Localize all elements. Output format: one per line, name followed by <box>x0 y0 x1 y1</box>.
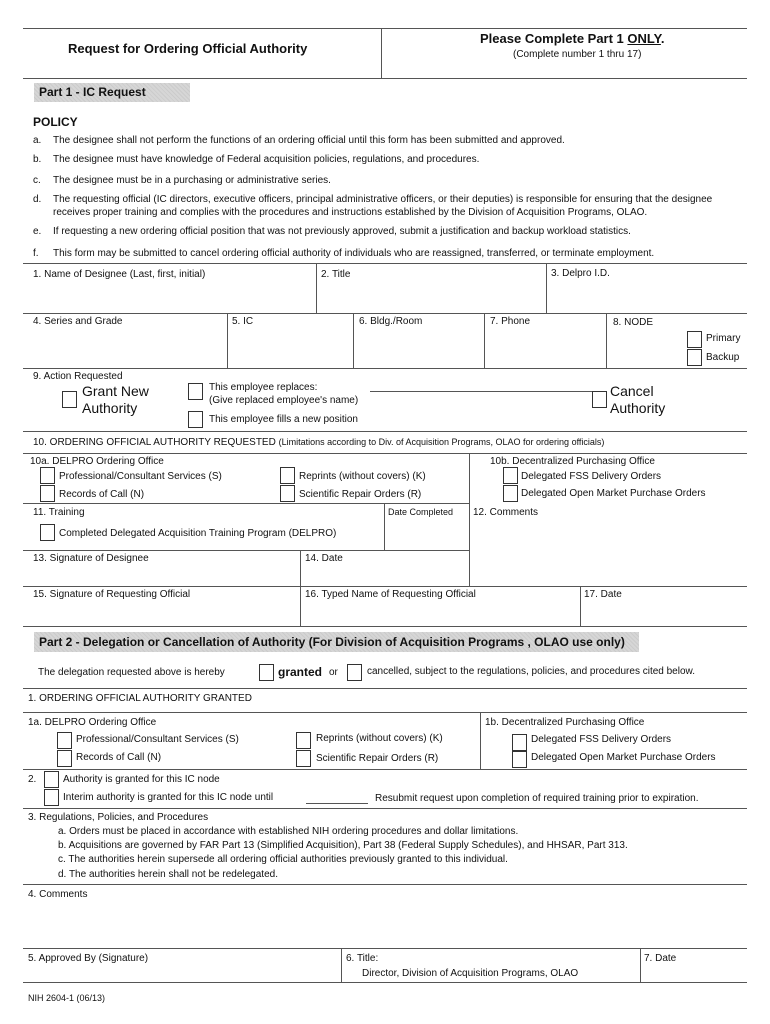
delpro-office-label: 10a. DELPRO Ordering Office <box>30 456 164 467</box>
replaces-sub-label: (Give replaced employee's name) <box>209 395 359 406</box>
complete-subtitle: (Complete number 1 thru 17) <box>513 49 642 60</box>
records-call-checkbox[interactable] <box>40 485 55 502</box>
policy-item-f: This form may be submitted to cancel ordering official authority of individuals who are reassigned, transferred, or terminate employment. <box>53 248 655 259</box>
node-authority-checkbox[interactable] <box>44 771 59 788</box>
p2-scientific-repair-checkbox[interactable] <box>296 750 311 767</box>
designee-signature-field[interactable] <box>28 566 296 584</box>
fss-delivery-checkbox[interactable] <box>503 467 518 484</box>
cancelled-text: cancelled, subject to the regulations, policies, and procedures cited below. <box>367 666 695 677</box>
policy-letter: c. <box>33 175 41 186</box>
node-authority-label: Authority is granted for this IC node <box>63 774 220 785</box>
new-position-checkbox[interactable] <box>188 411 203 428</box>
section-2-label: 2. <box>28 774 37 785</box>
fss-delivery-label: Delegated FSS Delivery Orders <box>521 471 662 482</box>
p2-comments-label: 4. Comments <box>28 889 88 900</box>
records-call-label: Records of Call (N) <box>59 489 145 500</box>
regulation-b: b. Acquisitions are governed by FAR Part 13 (Simplified Acquisition), Part 38 (Federal Supply Schedules), and HHSAR, Part 313. <box>58 840 628 851</box>
part1-heading: Part 1 - IC Request <box>39 85 146 99</box>
p2-records-call-checkbox[interactable] <box>57 750 72 767</box>
prof-services-label: Professional/Consultant Services (S) <box>59 471 222 482</box>
interim-date-line[interactable] <box>306 803 368 804</box>
policy-letter: a. <box>33 135 42 146</box>
scientific-repair-checkbox[interactable] <box>280 485 295 502</box>
p2-date-label: 7. Date <box>644 953 677 964</box>
policy-letter: d. <box>33 194 42 205</box>
interim-label: Interim authority is granted for this IC node until <box>63 792 274 803</box>
form-id: NIH 2604-1 (06/13) <box>28 993 106 1003</box>
interim-checkbox[interactable] <box>44 789 59 806</box>
policy-item-c: The designee must be in a purchasing or administrative series. <box>53 175 331 186</box>
delpro-id-field[interactable] <box>550 283 744 309</box>
complete-instruction: Please Complete Part 1 ONLY. <box>480 31 665 46</box>
p2-open-market-label: Delegated Open Market Purchase Orders <box>531 752 716 763</box>
primary-checkbox[interactable] <box>687 331 702 348</box>
training-label: 11. Training <box>33 507 85 518</box>
requesting-signature-field[interactable] <box>28 602 296 622</box>
p2-comments-field[interactable] <box>28 903 743 943</box>
cancel-label: Cancel <box>610 383 654 399</box>
replaced-employee-line[interactable] <box>370 391 606 392</box>
cancelled-checkbox[interactable] <box>347 664 362 681</box>
p2-title-label: 6. Title: <box>346 953 379 964</box>
prof-services-checkbox[interactable] <box>40 467 55 484</box>
p2-prof-services-label: Professional/Consultant Services (S) <box>76 734 239 745</box>
policy-item-a: The designee shall not perform the functions of an ordering official until this form has been submitted and approved. <box>53 135 565 146</box>
policy-heading: POLICY <box>33 115 78 129</box>
p2-reprints-label: Reprints (without covers) (K) <box>316 733 443 744</box>
cancel-checkbox[interactable] <box>592 391 607 408</box>
action-requested-label: 9. Action Requested <box>33 371 123 382</box>
part2-heading: Part 2 - Delegation or Cancellation of Authority (For Division of Acquisition Programs , OLAO use only) <box>39 635 625 649</box>
primary-label: Primary <box>706 333 741 344</box>
typed-name-field[interactable] <box>304 602 576 622</box>
p2-scientific-repair-label: Scientific Repair Orders (R) <box>316 753 439 764</box>
node-label: 8. NODE <box>613 317 654 328</box>
bldg-room-label: 6. Bldg./Room <box>359 316 423 327</box>
policy-letter: b. <box>33 154 42 165</box>
delpro-id-label: 3. Delpro I.D. <box>551 268 610 279</box>
training-checkbox[interactable] <box>40 524 55 541</box>
date-completed-label: Date Completed <box>388 507 454 517</box>
p2-fss-delivery-checkbox[interactable] <box>512 734 527 751</box>
series-grade-label: 4. Series and Grade <box>33 316 123 327</box>
requesting-date-label: 17. Date <box>584 589 622 600</box>
form-title: Request for Ordering Official Authority <box>68 41 308 56</box>
regulation-a: a. Orders must be placed in accordance with established NIH ordering procedures and dollar limitations. <box>58 826 519 837</box>
delegation-text: The delegation requested above is hereby <box>38 667 225 678</box>
authority-requested-label: 10. ORDERING OFFICIAL AUTHORITY REQUESTED (Limitations according to Div. of Acquisition Programs, OLAO for ordering officials) <box>33 437 605 448</box>
policy-letter: f. <box>33 248 39 259</box>
reprints-label: Reprints (without covers) (K) <box>299 471 426 482</box>
policy-item-e: If requesting a new ordering official position that was not previously approved, submit a justification and backup workload statistics. <box>53 226 631 237</box>
designee-name-field[interactable] <box>28 283 312 309</box>
typed-name-label: 16. Typed Name of Requesting Official <box>305 589 476 600</box>
grant-authority-label: Authority <box>82 400 138 416</box>
p2-records-call-label: Records of Call (N) <box>76 752 162 763</box>
training-item-label: Completed Delegated Acquisition Training Program (DELPRO) <box>59 528 337 539</box>
new-position-label: This employee fills a new position <box>209 414 358 425</box>
resubmit-text: Resubmit request upon completion of required training prior to expiration. <box>375 793 699 804</box>
requesting-signature-label: 15. Signature of Requesting Official <box>33 589 191 600</box>
designee-name-label: 1. Name of Designee (Last, first, initial) <box>33 269 206 280</box>
policy-letter: e. <box>33 226 42 237</box>
open-market-checkbox[interactable] <box>503 485 518 502</box>
ic-label: 5. IC <box>232 316 254 327</box>
regulations-label: 3. Regulations, Policies, and Procedures <box>28 812 209 823</box>
phone-label: 7. Phone <box>490 316 531 327</box>
cancel-authority-label: Authority <box>610 400 666 416</box>
authority-granted-label: 1. ORDERING OFFICIAL AUTHORITY GRANTED <box>28 693 252 704</box>
reprints-checkbox[interactable] <box>280 467 295 484</box>
policy-item-b: The designee must have knowledge of Federal acquisition policies, regulations, and procedures. <box>53 154 480 165</box>
comments-field[interactable] <box>473 520 743 582</box>
policy-item-d-cont: receives proper training and complies with the procedures and instructions established by the Division of Acquisition Programs, OLAO. <box>53 207 648 218</box>
p2-decentralized-office-label: 1b. Decentralized Purchasing Office <box>485 717 645 728</box>
p2-reprints-checkbox[interactable] <box>296 732 311 749</box>
granted-checkbox[interactable] <box>259 664 274 681</box>
title-label: 2. Title <box>321 269 351 280</box>
replaces-checkbox[interactable] <box>188 383 203 400</box>
grant-new-checkbox[interactable] <box>62 391 77 408</box>
requesting-date-field[interactable] <box>584 602 744 622</box>
scientific-repair-label: Scientific Repair Orders (R) <box>299 489 422 500</box>
backup-label: Backup <box>706 352 740 363</box>
designee-date-field[interactable] <box>304 566 466 584</box>
date-completed-field[interactable] <box>388 518 466 548</box>
title-field[interactable] <box>320 283 542 309</box>
p2-date-field[interactable] <box>644 966 744 980</box>
comments-label: 12. Comments <box>473 507 539 518</box>
replaces-label: This employee replaces: <box>209 382 318 393</box>
approved-by-field[interactable] <box>28 966 338 980</box>
p2-open-market-checkbox[interactable] <box>512 751 527 768</box>
designee-date-label: 14. Date <box>305 553 343 564</box>
regulation-c: c. The authorities herein supersede all ordering official authorities previously granted to this individual. <box>58 854 508 865</box>
approved-by-label: 5. Approved By (Signature) <box>28 953 149 964</box>
p2-title-value: Director, Division of Acquisition Programs, OLAO <box>362 968 579 979</box>
designee-signature-label: 13. Signature of Designee <box>33 553 149 564</box>
decentralized-office-label: 10b. Decentralized Purchasing Office <box>490 456 655 467</box>
open-market-label: Delegated Open Market Purchase Orders <box>521 488 706 499</box>
p2-fss-delivery-label: Delegated FSS Delivery Orders <box>531 734 672 745</box>
backup-checkbox[interactable] <box>687 349 702 366</box>
p2-delpro-office-label: 1a. DELPRO Ordering Office <box>28 717 157 728</box>
policy-item-d: The requesting official (IC directors, executive officers, principal administrative officers, or their deputies) is responsible for ensuring that the designee <box>53 194 713 205</box>
regulation-d: d. The authorities herein shall not be redelegated. <box>58 869 278 880</box>
grant-new-label: Grant New <box>82 383 149 399</box>
or-label: or <box>329 667 338 678</box>
p2-prof-services-checkbox[interactable] <box>57 732 72 749</box>
granted-label: granted <box>278 665 323 679</box>
